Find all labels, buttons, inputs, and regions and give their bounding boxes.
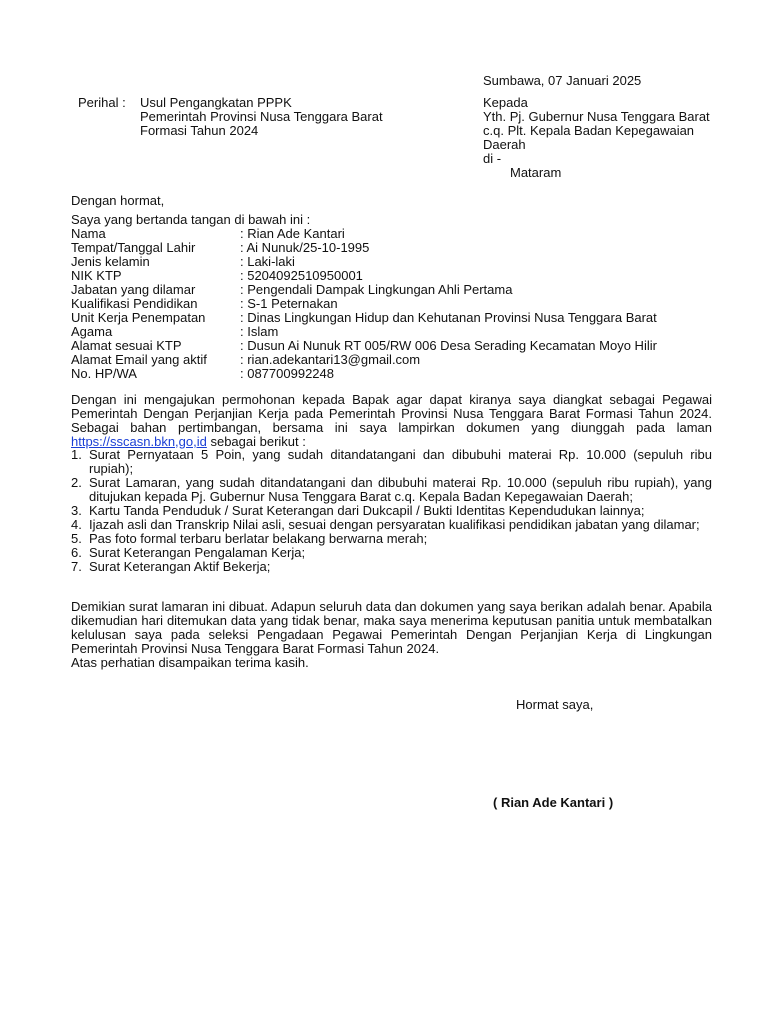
request-paragraph [71,393,712,449]
list-item [71,546,712,560]
place-date: Sumbawa, 07 Januari 2025 [483,73,642,88]
recipient-line: Yth. Pj. Gubernur Nusa Tenggara Barat [483,109,710,124]
closing-salutation: Hormat saya, [516,697,594,712]
list-item-number: 3. [71,503,82,518]
list-item [71,476,712,504]
biodata-value: : Dusun Ai Nunuk RT 005/RW 006 Desa Serading Kecamatan Moyo Hilir [240,338,657,353]
biodata-label: Alamat Email yang aktif [71,352,207,367]
list-item [71,560,712,574]
list-item-text: Kartu Tanda Penduduk / Surat Keterangan dari Dukcapil / Bukti Identitas Kependudukan lainnya; [89,503,645,518]
list-item-number: 7. [71,559,82,574]
biodata-row [71,353,657,367]
list-item-text: Surat Pernyataan 5 Poin, yang sudah ditandatangani dan dibubuhi materai Rp. 10.000 (sepuluh ribu rupiah); [89,447,712,476]
biodata-value: : Ai Nunuk/25-10-1995 [240,240,370,255]
biodata-row [71,297,657,311]
biodata-label: No. HP/WA [71,366,137,381]
perihal-label: Perihal : [78,95,126,110]
perihal-subject [140,96,383,138]
request-text: Dengan ini mengajukan permohonan kepada Bapak agar dapat kiranya saya diangkat sebagai Pegawai Pemerintah Dengan Perjanjian Kerja pada Pemerintah Provinsi Nusa Tenggara Barat Formasi Tahun 2024. Sebagai bahan pertimbangan, bersama ini saya lampirkan dokumen yang diunggah pada laman [71,392,712,435]
biodata-value: : S-1 Peternakan [240,296,338,311]
biodata-value: : Laki-laki [240,254,295,269]
list-item-text: Surat Keterangan Aktif Bekerja; [89,559,271,574]
biodata-value: : Islam [240,324,279,339]
request-text-end: sebagai berikut : [206,434,306,449]
biodata-value: : 087700992248 [240,366,334,381]
biodata-row [71,269,657,283]
biodata-row [71,367,657,381]
biodata-label: Tempat/Tanggal Lahir [71,240,196,255]
list-item-text: Pas foto formal terbaru berlatar belakang berwarna merah; [89,531,428,546]
biodata-label: Kualifikasi Pendidikan [71,296,198,311]
perihal-line: Formasi Tahun 2024 [140,123,259,138]
biodata-row [71,283,657,297]
biodata-label: Unit Kerja Penempatan [71,310,206,325]
list-item-text: Surat Lamaran, yang sudah ditandatangani dan dibubuhi materai Rp. 10.000 (sepuluh ribu rupiah), yang ditujukan kepada Pj. Gubernur Nusa Tenggara Barat c.q. Kepala Badan Kepegawaian Daerah; [89,475,712,504]
recipient-line: di - [483,151,502,166]
perihal-line: Pemerintah Provinsi Nusa Tenggara Barat [140,109,383,124]
biodata-label: Nama [71,226,106,241]
thanks-line: Atas perhatian disampaikan terima kasih. [71,655,309,670]
document-list [71,448,712,574]
biodata-label: Alamat sesuai KTP [71,338,182,353]
closing-text: Demikian surat lamaran ini dibuat. Adapun seluruh data dan dokumen yang saya berikan adalah benar. Apabila dikemudian hari ditemukan data yang tidak benar, maka saya menerima keputusan panitia untuk membatalkan kelulusan saya pada seleksi Pengadaan Pegawai Pemerintah Dengan Perjanjian Kerja di Lingkungan Pemerintah Provinsi Nusa Tenggara Barat Formasi Tahun 2024. [71,599,712,656]
list-item-number: 2. [71,475,82,490]
recipient-block [483,96,710,180]
biodata-value: : Rian Ade Kantari [240,226,345,241]
closing-paragraph [71,600,712,670]
biodata-row [71,311,657,325]
biodata-label: Agama [71,324,113,339]
biodata-value: : Dinas Lingkungan Hidup dan Kehutanan Provinsi Nusa Tenggara Barat [240,310,657,325]
intro-line: Saya yang bertanda tangan di bawah ini : [71,212,311,227]
biodata-row [71,241,657,255]
list-item-number: 4. [71,517,82,532]
greeting: Dengan hormat, [71,193,165,208]
recipient-line: c.q. Plt. Kepala Badan Kepegawaian [483,123,695,138]
biodata-value: : 5204092510950001 [240,268,363,283]
list-item [71,504,712,518]
perihal-line: Usul Pengangkatan PPPK [140,95,292,110]
biodata-label: Jenis kelamin [71,254,150,269]
biodata-row [71,227,657,241]
recipient-city: Mataram [510,165,562,180]
recipient-line: Kepada [483,95,528,110]
biodata-value: : Pengendali Dampak Lingkungan Ahli Pertama [240,282,513,297]
list-item [71,532,712,546]
list-item-number: 1. [71,447,82,462]
signature-name: ( Rian Ade Kantari ) [493,795,614,810]
biodata-value: : rian.adekantari13@gmail.com [240,352,421,367]
biodata-table [71,227,657,381]
list-item-number: 5. [71,531,82,546]
list-item-text: Surat Keterangan Pengalaman Kerja; [89,545,306,560]
biodata-row [71,255,657,269]
recipient-line: Daerah [483,137,526,152]
list-item-number: 6. [71,545,82,560]
list-item [71,448,712,476]
biodata-label: NIK KTP [71,268,122,283]
biodata-label: Jabatan yang dilamar [71,282,196,297]
list-item-text: Ijazah asli dan Transkrip Nilai asli, sesuai dengan persyaratan kualifikasi pendidikan jabatan yang dilamar; [89,517,700,532]
biodata-row [71,339,657,353]
biodata-row [71,325,657,339]
sscasn-link[interactable]: https://sscasn.bkn,go,id [71,434,207,449]
list-item [71,518,712,532]
